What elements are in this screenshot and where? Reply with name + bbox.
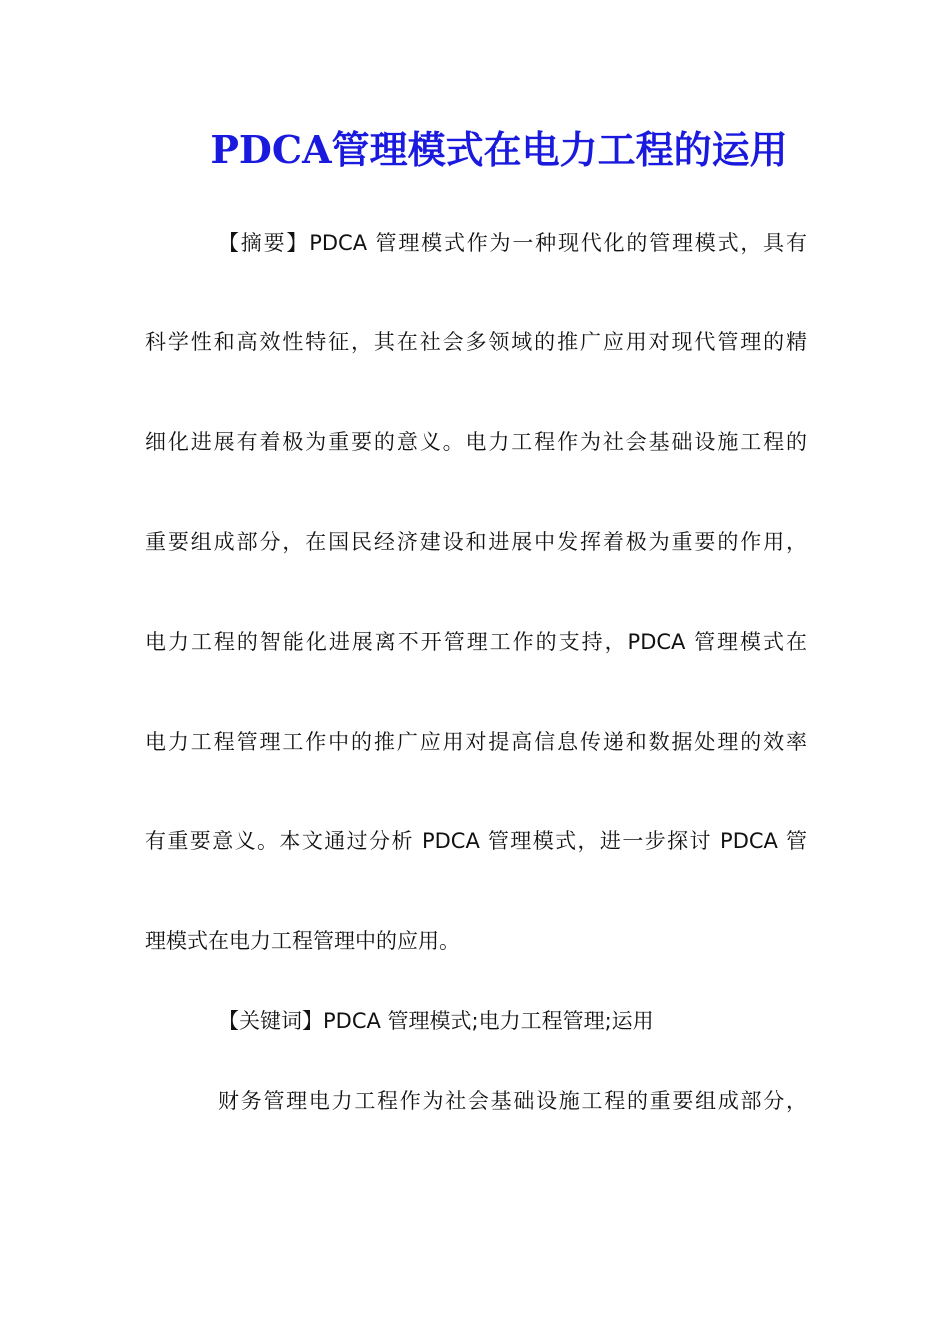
abstract-line: 重要组成部分，在国民经济建设和进展中发挥着极为重要的作用， <box>145 530 807 554</box>
abstract-line: 科学性和高效性特征，其在社会多领域的推广应用对现代管理的精 <box>145 330 807 354</box>
body-paragraph-line: 财务管理电力工程作为社会基础设施工程的重要组成部分， <box>218 1089 807 1113</box>
abstract-line: 电力工程管理工作中的推广应用对提高信息传递和数据处理的效率 <box>145 730 807 754</box>
abstract-line: 理模式在电力工程管理中的应用。 <box>145 929 460 953</box>
abstract-line: 【摘要】PDCA 管理模式作为一种现代化的管理模式，具有 <box>218 231 807 255</box>
abstract-line: 细化进展有着极为重要的意义。电力工程作为社会基础设施工程的 <box>145 430 807 454</box>
abstract-line: 有重要意义。本文通过分析 PDCA 管理模式，进一步探讨 PDCA 管 <box>145 829 807 853</box>
document-title: PDCA管理模式在电力工程的运用 <box>210 127 788 172</box>
keywords-line: 【关键词】PDCA 管理模式;电力工程管理;运用 <box>218 1009 654 1033</box>
abstract-line: 电力工程的智能化进展离不开管理工作的支持，PDCA 管理模式在 <box>145 630 807 654</box>
